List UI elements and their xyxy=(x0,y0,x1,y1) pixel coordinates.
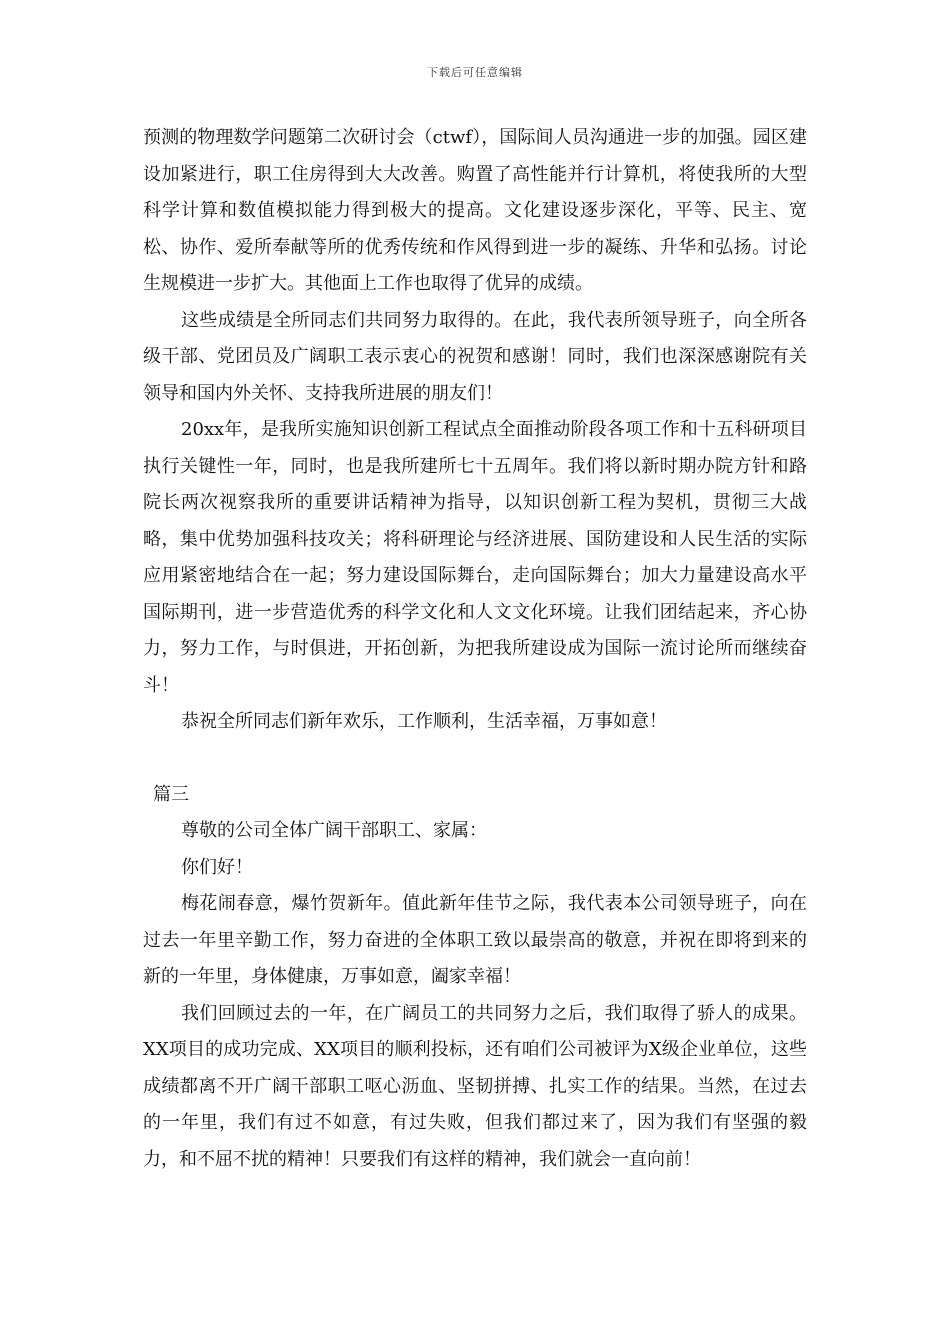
salutation: 尊敬的公司全体广阔干部职工、家属： xyxy=(181,820,487,841)
paragraph: 恭祝全所同志们新年欢乐，工作顺利，生活幸福，万事如意！ xyxy=(181,711,667,732)
paragraph: 我们回顾过去的一年，在广阔员工的共同努力之后，我们取得了骄人的成果。XX项目的成功完成、XX项目的顺利投标，还有咱们公司被评为X级企业单位，这些成绩都离不开广阔干部职工呕心沥血、坚韧拼搏、扎实工作的结果。当然，在过去的一年里，我们有过不如意，有过失败，但我们都过来了，因为我们有坚强的毅力，和不屈不扰的精神！只要我们有这样的精神，我们就会一直向前！ xyxy=(143,1002,807,1170)
document-body xyxy=(143,120,807,1178)
paragraph: 预测的物理数学问题第二次研讨会（ctwf），国际间人员沟通进一步的加强。园区建设加紧进行，职工住房得到大大改善。购置了高性能并行计算机，将使我所的大型科学计算和数值模拟能力得到极大的提高。文化建设逐步深化，平等、民主、宽松、协作、爱所奉献等所的优秀传统和作风得到进一步的凝练、升华和弘扬。讨论生规模进一步扩大。其他面上工作也取得了优异的成绩。 xyxy=(143,127,807,294)
section-title: 篇三 xyxy=(153,783,189,805)
paragraph: 梅花闹春意，爆竹贺新年。值此新年佳节之际，我代表本公司领导班子，向在过去一年里辛勤工作，努力奋进的全体职工致以最崇高的敬意，并祝在即将到来的新的一年里，身体健康，万事如意，阖家幸福！ xyxy=(143,893,807,987)
page-header: 下载后可任意编辑 xyxy=(427,66,523,79)
greeting: 你们好！ xyxy=(181,856,253,878)
section-gap xyxy=(143,741,807,777)
paragraph: 20xx年，是我所实施知识创新工程试点全面推动阶段各项工作和十五科研项目执行关键性一年，同时，也是我所建所七十五周年。我们将以新时期办院方针和路院长两次视察我所的重要讲话精神为指导，以知识创新工程为契机，贯彻三大战略，集中优势加强科技攻关；将科研理论与经济进展、国防建设和人民生活的实际应用紧密地结合在一起；努力建设国际舞台，走向国际舞台；加大力量建设高水平国际期刊，进一步营造优秀的科学文化和人文文化环境。让我们团结起来，齐心协力，努力工作，与时俱进，开拓创新，为把我所建设成为国际一流讨论所而继续奋斗！ xyxy=(143,419,807,696)
paragraph: 这些成绩是全所同志们共同努力取得的。在此，我代表所领导班子，向全所各级干部、党团员及广阔职工表示衷心的祝贺和感谢！同时，我们也深深感谢院有关领导和国内外关怀、支持我所进展的朋友们！ xyxy=(143,309,807,404)
